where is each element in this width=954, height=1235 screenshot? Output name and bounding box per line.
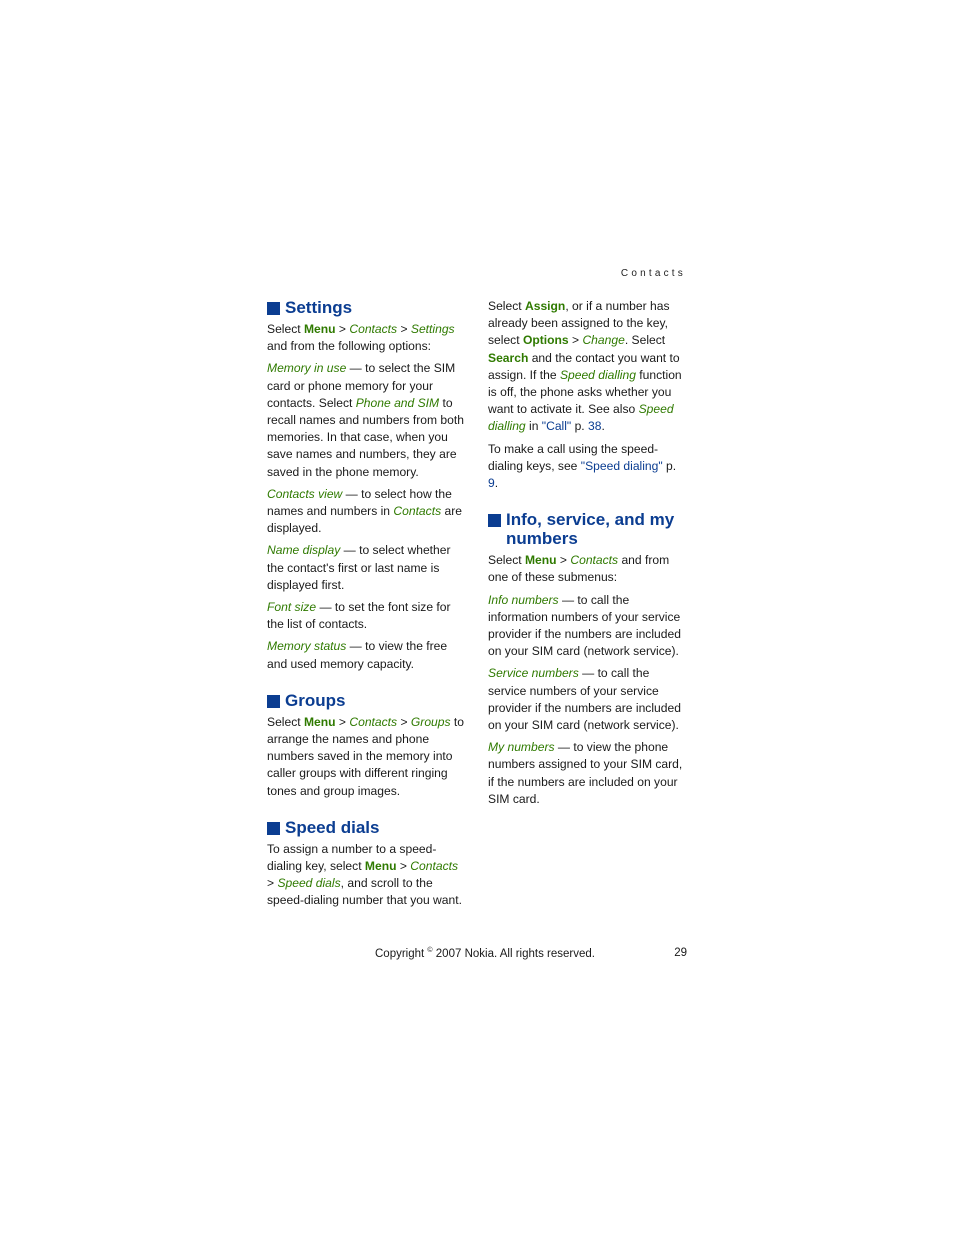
copyright-text: Copyright © 2007 Nokia. All rights reserved. [375, 947, 595, 960]
settings-intro: Select Menu > Contacts > Settings and from the following options: [267, 322, 455, 354]
menu-term: Menu [303, 322, 336, 336]
left-column [267, 298, 467, 915]
link-page-9[interactable]: 9 [488, 476, 495, 491]
option-memory-in-use: Memory in use — to select the SIM card or phone memory for your contacts. Select Phone and SIM to recall names and numbers from both memories. In that case, when you save names and numbers, they are saved in the phone memory. [267, 361, 464, 479]
link-page-38[interactable]: 38 [588, 419, 602, 434]
section-info-numbers [488, 510, 688, 808]
bullet-square-icon [267, 302, 280, 315]
speed-dials-text-2: Select Assign, or if a number has already been assigned to the key, select Options > Change. Select Search and the contact you want to assign. If the Speed dialling function is off, the phone asks whether you want to activate it. See also Speed dialling in "Call" p. 38. [488, 299, 682, 434]
option-name-display: Name display — to select whether the contact's first or last name is displayed first. [267, 543, 451, 592]
section-groups [267, 691, 467, 800]
option-my-numbers: My numbers — to view the phone numbers assigned to your SIM card, if the numbers are included on your SIM card. [488, 740, 683, 806]
section-speed-dials [267, 818, 467, 910]
info-intro: Select Menu > Contacts and from one of these submenus: [488, 553, 670, 585]
bullet-square-icon [488, 514, 501, 527]
link-call[interactable]: "Call" [541, 419, 572, 434]
option-info-numbers: Info numbers — to call the information numbers of your service provider if the numbers are included on your SIM card (network service). [488, 592, 681, 659]
right-column [488, 298, 688, 813]
speed-dials-text-3: To make a call using the speed-dialing keys, see "Speed dialing" p. 9. [488, 441, 677, 491]
option-memory-status: Memory status — to view the free and used memory capacity. [267, 639, 448, 671]
bullet-square-icon [267, 695, 280, 708]
option-service-numbers: Service numbers — to call the service numbers of your service provider if the numbers are included on your SIM card (network service). [488, 666, 681, 733]
speed-dials-text-1: To assign a number to a speed-dialing key, select Menu > Contacts > Speed dials, and scroll to the speed-dialing number that you want. [267, 841, 462, 908]
link-speed-dialing[interactable]: "Speed dialing" [580, 458, 663, 473]
option-contacts-view: Contacts view — to select how the names and numbers in Contacts are displayed. [267, 486, 462, 536]
page-number: 29 [674, 947, 687, 959]
section-settings [267, 298, 467, 673]
groups-text: Select Menu > Contacts > Groups to arrange the names and phone numbers saved in the memory into caller groups with different ringing tones and group images. [267, 714, 465, 798]
heading-settings: Settings [267, 298, 467, 317]
running-header: Contacts [620, 268, 686, 279]
heading-speed-dials: Speed dials [267, 818, 467, 837]
heading-info-numbers: Info, service, and my numbers [488, 510, 688, 548]
option-font-size: Font size — to set the font size for the list of contacts. [267, 600, 451, 632]
bullet-square-icon [267, 822, 280, 835]
heading-groups: Groups [267, 691, 467, 710]
